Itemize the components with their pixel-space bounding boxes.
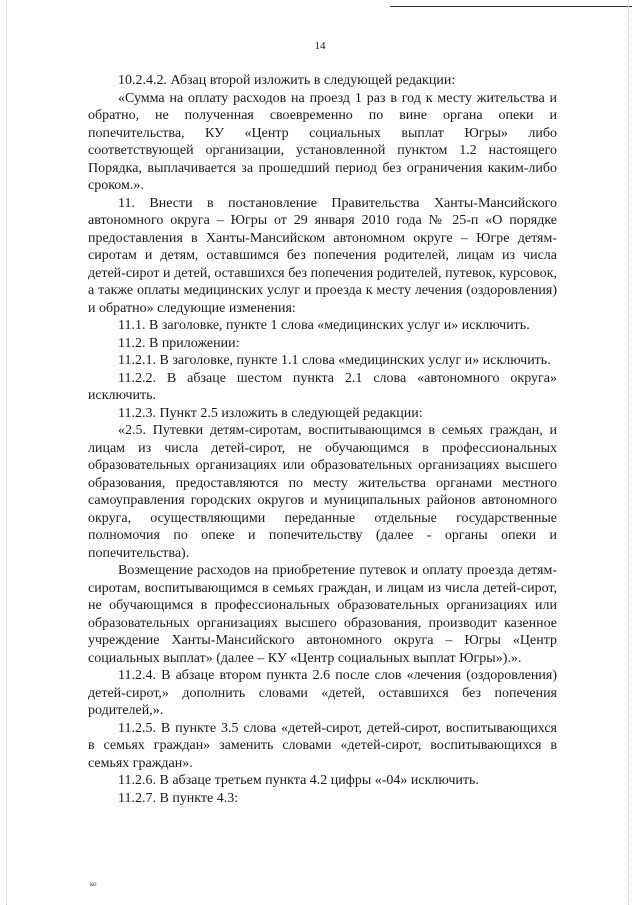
scan-edge-right	[628, 0, 629, 905]
paragraph-11-1: 11.1. В заголовке, пункте 1 слова «медицинских услуг и» исключить.	[118, 318, 530, 333]
scan-edge-left	[6, 0, 7, 905]
top-rule	[390, 6, 632, 7]
paragraph-10-2-4-2: 10.2.4.2. Абзац второй изложить в следующей редакции:	[118, 73, 456, 88]
paragraph-reimbursement: Возмещение расходов на приобретение путевок и оплату проезда детям-сиротам, воспитывающимся в семьях граждан, и лицам из числа детей-сирот, не обучающимся в профессиональных образовательных организациях или образовательных организациях высшего образования, производит казенное учреждение Ханты-Мансийского автономного округа – Югры «Центр социальных выплат» (далее – КУ «Центр социальных выплат Югры»).».	[88, 563, 557, 666]
paragraph-quote-2-5: «2.5. Путевки детям-сиротам, воспитывающимся в семьях граждан, и лицам из числа детей-сирот, не обучающимся в профессиональных образовательных организациях или образовательных организациях высшего образования, предоставляются по месту жительства органами местного самоуправления городских округов и муниципальных районов автономного округа, осуществляющими переданные отдельные государственные полномочия по опеке и попечительству (далее - органы опеки и попечительства).	[88, 423, 557, 561]
paragraph-11-2-4: 11.2.4. В абзаце втором пункта 2.6 после слов «лечения (оздоровления) детей-сирот,» дополнить словами «детей, оставшихся без попечения родителей,».	[88, 668, 557, 718]
page-number: 14	[314, 40, 326, 52]
paragraph-11-2-3: 11.2.3. Пункт 2.5 изложить в следующей редакции:	[118, 405, 423, 421]
paragraph-quote-sum: «Сумма на оплату расходов на проезд 1 раз в год к месту жительства и обратно, не полученная своевременно по вине органа опеки и попечительства, КУ «Центр социальных выплат Югры» либо соответствующей организации, установленной пунктом 1.2 настоящего Порядка, выплачивается за прошедший период без ограничения каким-либо сроком.».	[88, 90, 557, 193]
paragraph-11-2-5: 11.2.5. В пункте 3.5 слова «детей-сирот, детей-сирот, воспитывающихся в семьях граждан» заменить словами «детей-сирот, воспитывающихся в семьях граждан».	[88, 720, 557, 771]
paragraph-11-2-6: 11.2.6. В абзаце третьем пункта 4.2 цифры «-04» исключить.	[118, 773, 479, 788]
paragraph-11: 11. Внести в постановление Правительства Ханты-Мансийского автономного округа – Югры от 29 января 2010 года № 25-п «О порядке предоставления в Ханты-Мансийском автономном округе – Югре детям-сиротам и детям, оставшимся без попечения родителей, лицам из числа детей-сирот и детей, оставшихся без попечения родителей, путевок, курсовок, а также оплаты медицинских услуг и проезда к месту лечения (оздоровления) и обратно» следующие изменения:	[88, 195, 557, 316]
paragraph-11-2-2: 11.2.2. В абзаце шестом пункта 2.1 слова «автономного округа» исключить.	[88, 370, 557, 403]
paragraph-11-2-1: 11.2.1. В заголовке, пункте 1.1 слова «медицинских услуг и» исключить.	[118, 353, 551, 368]
document-body	[88, 72, 557, 807]
paragraph-11-2: 11.2. В приложении:	[118, 335, 240, 351]
footer-mark: ко	[90, 880, 97, 888]
paragraph-11-2-7: 11.2.7. В пункте 4.3:	[118, 790, 239, 806]
